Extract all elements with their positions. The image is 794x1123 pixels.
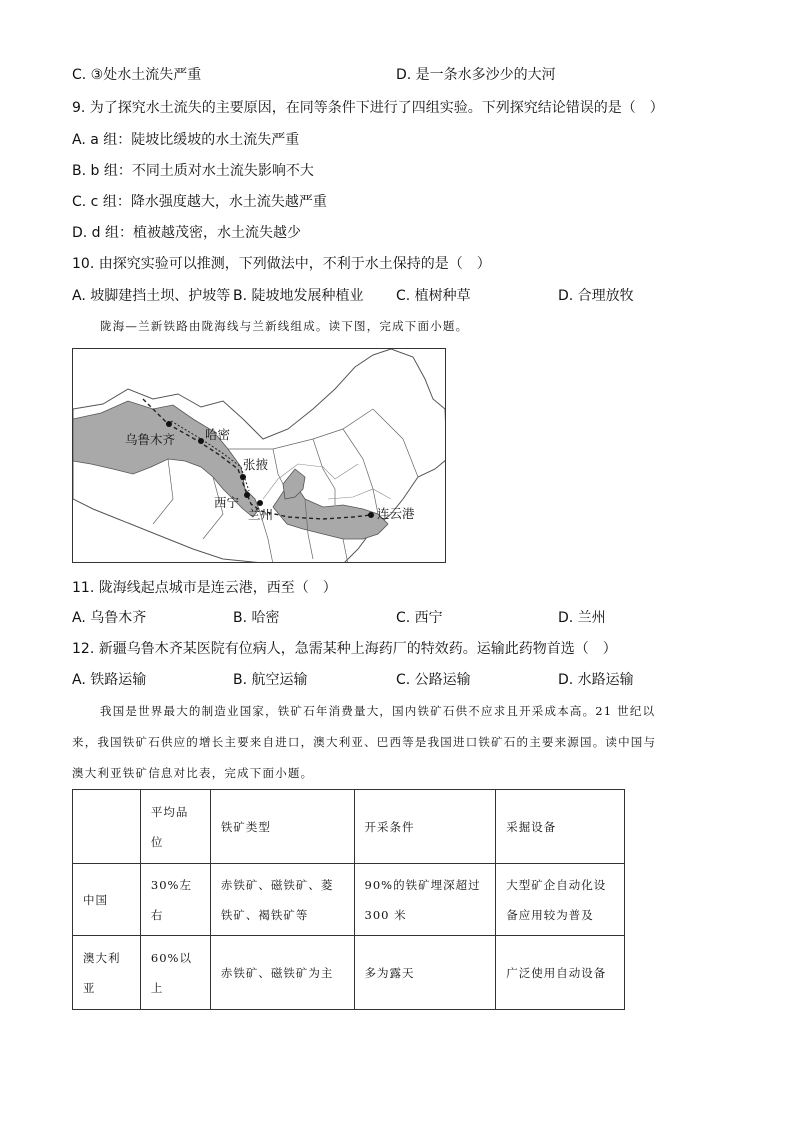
lanzhou-dot	[257, 500, 263, 506]
lianyungang-label: 连云港	[377, 506, 415, 521]
table-cell: 60%以上	[140, 936, 210, 1010]
china-railway-map	[72, 348, 446, 563]
hami-dot	[198, 438, 204, 444]
q12-stem: 12. 新疆乌鲁木齐某医院有位病人，急需某种上海药厂的特效药。运输此药物首选（ ）	[72, 641, 617, 657]
urumqi-label: 乌鲁木齐	[125, 432, 176, 447]
table-header-cell: 采掘设备	[496, 790, 625, 864]
q11-option-d: D. 兰州	[558, 610, 606, 626]
lianyungang-dot	[368, 512, 374, 518]
q8-option-c: C. ③处水土流失严重	[72, 67, 202, 83]
table-cell: 90%的铁矿埋深超过 300 米	[354, 864, 496, 936]
q9-option-c: C. c 组：降水强度越大，水土流失越严重	[72, 194, 327, 210]
q10-option-b: B. 陡坡地发展种植业	[233, 288, 364, 304]
q9-option-b: B. b 组：不同土质对水土流失影响不大	[72, 163, 314, 179]
q12-option-a: A. 铁路运输	[72, 672, 147, 688]
q11-option-a: A. 乌鲁木齐	[72, 610, 147, 626]
iron-intro-line2: 来，我国铁矿石供应的增长主要来自进口，澳大利亚、巴西等是我国进口铁矿石的主要来源国。读中国与	[72, 735, 657, 749]
table-row	[73, 864, 625, 936]
hami-label: 哈密	[205, 427, 231, 442]
q9-option-a: A. a 组：陡坡比缓坡的水土流失严重	[72, 132, 300, 148]
iron-ore-table	[72, 789, 625, 1010]
table-header-row	[73, 790, 625, 864]
table-cell: 澳大利亚	[73, 936, 141, 1010]
table-cell: 多为露天	[354, 936, 496, 1010]
table-header-cell	[73, 790, 141, 864]
table-cell: 赤铁矿、磁铁矿为主	[210, 936, 354, 1010]
xining-label: 西宁	[214, 495, 240, 510]
xining-dot	[244, 492, 250, 498]
q10-stem: 10. 由探究实验可以推测，下列做法中，不利于水土保持的是（ ）	[72, 256, 491, 272]
q11-option-c: C. 西宁	[396, 610, 443, 626]
zhangye-label: 张掖	[243, 457, 269, 472]
table-cell: 广泛使用自动设备	[496, 936, 625, 1010]
table-header-cell: 铁矿类型	[210, 790, 354, 864]
q9-stem: 9. 为了探究水土流失的主要原因，在同等条件下进行了四组实验。下列探究结论错误的是（ ）	[72, 100, 664, 116]
q10-option-a: A. 坡脚建挡土坝、护坡等	[72, 288, 231, 304]
table-row	[73, 936, 625, 1010]
q10-option-d: D. 合理放牧	[558, 288, 634, 304]
table-cell: 赤铁矿、磁铁矿、菱铁矿、褐铁矿等	[210, 864, 354, 936]
iron-intro-line3: 澳大利亚铁矿信息对比表，完成下面小题。	[72, 766, 314, 780]
q10-option-c: C. 植树种草	[396, 288, 471, 304]
zhangye-dot	[240, 474, 246, 480]
table-header-cell: 开采条件	[354, 790, 496, 864]
table-cell: 30%左右	[140, 864, 210, 936]
table-cell: 大型矿企自动化设备应用较为普及	[496, 864, 625, 936]
urumqi-dot	[166, 421, 172, 427]
q11-option-b: B. 哈密	[233, 610, 280, 626]
lanzhou-label: 兰州	[248, 507, 274, 522]
rail-intro: 陇海—兰新铁路由陇海线与兰新线组成。读下图，完成下面小题。	[100, 319, 469, 333]
q9-option-d: D. d 组：植被越茂密，水土流失越少	[72, 225, 302, 241]
q12-option-b: B. 航空运输	[233, 672, 308, 688]
table-header-cell: 平均品位	[140, 790, 210, 864]
q8-option-d: D. 是一条水多沙少的大河	[396, 67, 556, 83]
q11-stem: 11. 陇海线起点城市是连云港，西至（ ）	[72, 580, 337, 596]
table-cell: 中国	[73, 864, 141, 936]
q12-option-c: C. 公路运输	[396, 672, 471, 688]
map-svg	[73, 349, 446, 563]
q12-option-d: D. 水路运输	[558, 672, 634, 688]
iron-intro-line1: 我国是世界最大的制造业国家，铁矿石年消费量大，国内铁矿石供不应求且开采成本高。21 世纪以	[100, 704, 656, 718]
